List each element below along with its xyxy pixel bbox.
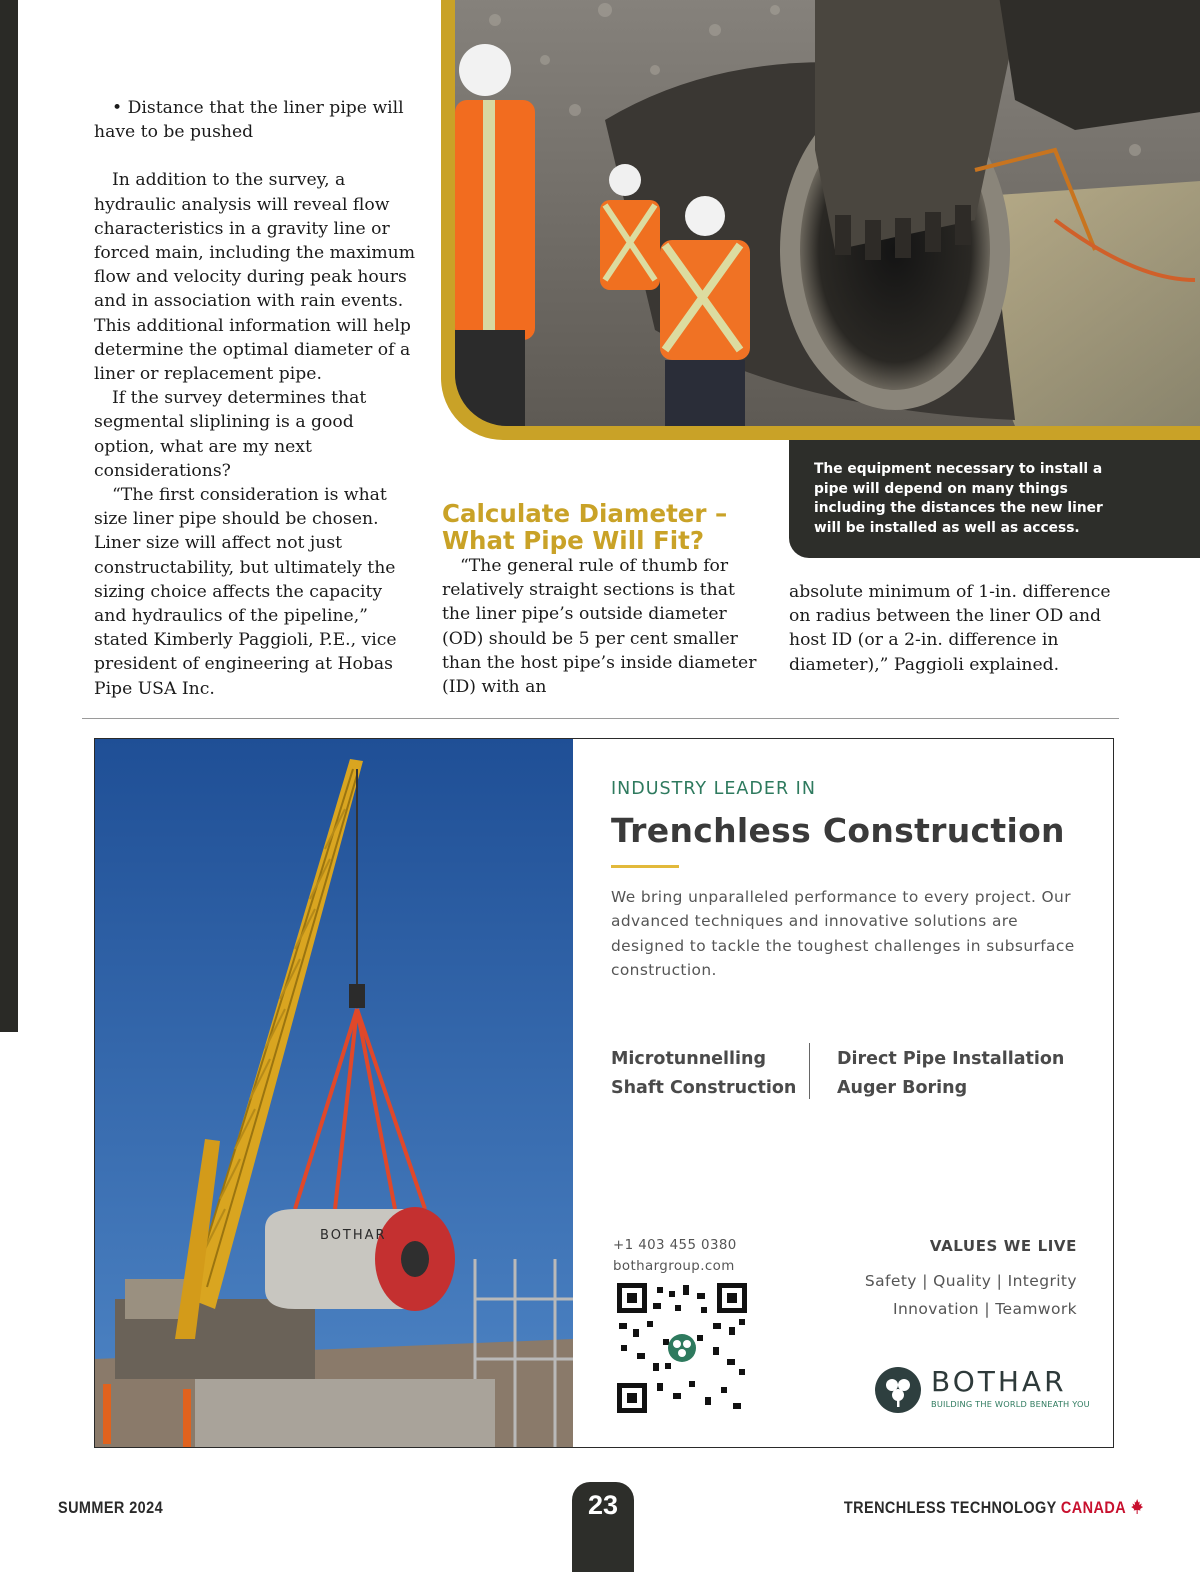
- logo-tagline: BUILDING THE WORLD BENEATH YOU: [931, 1399, 1090, 1409]
- issue-label: SUMMER 2024: [58, 1498, 164, 1517]
- article-column-1: [94, 96, 416, 701]
- article-column-3: [789, 580, 1111, 677]
- ad-title: Trenchless Construction: [611, 811, 1065, 850]
- page-number: 23: [587, 1490, 619, 1520]
- ad-eyebrow: INDUSTRY LEADER IN: [611, 779, 816, 799]
- section-divider: [82, 718, 1119, 719]
- bullet-item: • Distance that the liner pipe will have to be pushed: [94, 98, 404, 143]
- machine-brand-text: BOTHAR: [320, 1228, 387, 1243]
- qr-code[interactable]: [617, 1283, 747, 1413]
- bothar-logo: [875, 1365, 1090, 1417]
- ad-phone[interactable]: +1 403 455 0380: [613, 1238, 737, 1253]
- ad-body: We bring unparalleled performance to every project. Our advanced techniques and innovative solutions are designed to tackle the toughest challenges in subsurface construction.: [611, 888, 1075, 980]
- ad-photo: [95, 739, 573, 1447]
- paragraph: “The general rule of thumb for relatively straight sections is that the liner pipe’s outside diameter (OD) should be 5 per cent smaller than the host pipe’s inside diameter (ID) with an: [442, 556, 757, 698]
- ad-website[interactable]: bothargroup.com: [613, 1259, 735, 1274]
- ad-contact: [613, 1235, 737, 1277]
- ad-accent-line: [611, 865, 679, 868]
- logo-name: BOTHAR: [931, 1365, 1067, 1398]
- article-column-2: [442, 554, 764, 699]
- services-divider: [809, 1043, 810, 1099]
- maple-leaf-icon: [1130, 1499, 1144, 1515]
- paragraph: absolute minimum of 1-in. difference on radius between the liner OD and host ID (or a 2-in. difference in diameter),” Paggioli explained.: [789, 582, 1111, 675]
- services-left: Microtunnelling Shaft Construction: [611, 1049, 797, 1098]
- paragraph: If the survey determines that segmental sliplining is a good option, what are my next considerations?: [94, 388, 367, 481]
- page-edge-bar: [0, 0, 18, 1032]
- paragraph: In addition to the survey, a hydraulic analysis will reveal flow characteristics in a gravity line or forced main, including the maximum flow and velocity during peak hours and in association with rain events. This additional information will help determine the optimal diameter of a liner or replacement pipe.: [94, 170, 416, 385]
- advertisement: [94, 738, 1114, 1448]
- values-heading: VALUES WE LIVE: [929, 1237, 1077, 1255]
- article-photo: [455, 0, 1200, 426]
- section-heading: Calculate Diameter – What Pipe Will Fit?: [442, 499, 728, 555]
- photo-caption: The equipment necessary to install a pipe will depend on many things including the distances the new liner will be installed as well as access.: [814, 461, 1103, 536]
- publication-name: TRENCHLESS TECHNOLOGY CANADA: [844, 1498, 1144, 1518]
- paragraph: “The first consideration is what size liner pipe should be chosen. Liner size will affect not just constructability, but ultimately the sizing choice affects the capacity and hydraulics of the pipeline,” stated Kimberly Paggioli, P.E., vice president of engineering at Hobas Pipe USA Inc.: [94, 485, 397, 699]
- page-number-tab: [572, 1482, 634, 1572]
- services-right: Direct Pipe Installation Auger Boring: [837, 1049, 1065, 1098]
- shamrock-icon: [875, 1367, 921, 1413]
- photo-caption-box: [789, 440, 1200, 558]
- ad-text-panel: [573, 739, 1113, 1447]
- article-photo-frame: [441, 0, 1200, 440]
- values-list: Safety | Quality | Integrity Innovation | Teamwork: [864, 1272, 1077, 1318]
